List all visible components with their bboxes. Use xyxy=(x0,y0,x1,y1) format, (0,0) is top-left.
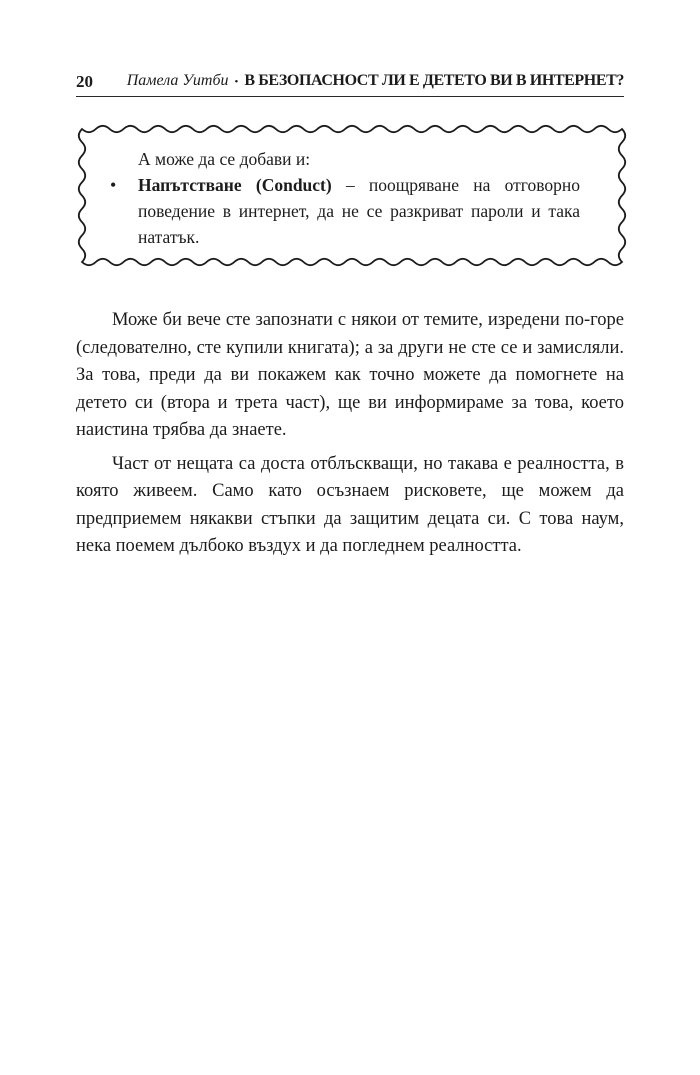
book-title: В БЕЗОПАСНОСТ ЛИ Е ДЕТЕТО ВИ В ИНТЕРНЕТ? xyxy=(244,72,624,89)
running-head-title-group xyxy=(127,72,624,90)
callout-intro: А може да се добави и: xyxy=(138,149,311,169)
page-number: 20 xyxy=(76,72,93,91)
callout-content xyxy=(110,146,581,250)
callout-bullet-item xyxy=(110,172,581,250)
main-text xyxy=(76,307,624,561)
bullet-body xyxy=(138,172,580,250)
running-head xyxy=(76,68,624,97)
bullet-description: – поощряване на отговорно поведение в интернет, да не се разкриват пароли и така нататък. xyxy=(138,175,581,247)
author-name: Памела Уитби xyxy=(126,72,229,89)
header-separator: • xyxy=(234,76,239,88)
callout-box xyxy=(76,123,628,268)
body-paragraph: Може би вече сте запознати с някои от темите, изредени по-горе (следователно, сте купили книгата); а за други не сте се и замисляли. За това, преди да ви покажем как точно можете да помогнете на детето си (втора и трета част), ще ви информираме за това, което наистина трябва да знаете. xyxy=(76,310,624,440)
body-paragraph: Част от нещата са доста отблъскващи, но такава е реалността, в която живеем. Само като осъзнаем рисковете, ще можем да предприемем някакви стъпки да защитим децата си. С това наум, нека поемем дълбоко въздух и да погледнем реалността. xyxy=(76,453,624,556)
bullet-icon: • xyxy=(110,175,117,195)
bullet-term: Напътстване (Conduct) xyxy=(138,175,332,195)
